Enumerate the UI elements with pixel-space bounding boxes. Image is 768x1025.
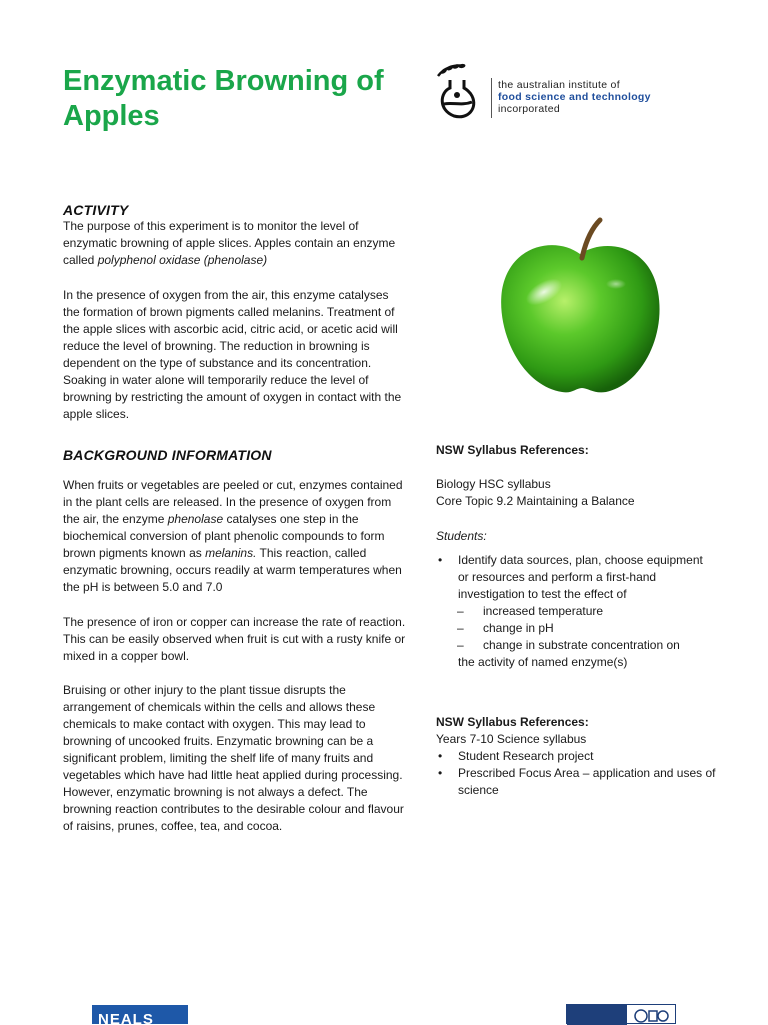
syllabus-2-line-1: Years 7-10 Science syllabus bbox=[436, 732, 587, 746]
list-item: • Prescribed Focus Area – application and uses of science bbox=[436, 765, 716, 799]
syllabus-1-heading: NSW Syllabus References: bbox=[436, 443, 589, 457]
page-title: Enzymatic Browning of Apples bbox=[63, 65, 384, 132]
activity-heading: ACTIVITY bbox=[63, 202, 129, 218]
logo-text bbox=[498, 79, 651, 115]
logo-divider bbox=[491, 78, 492, 118]
flask-leaf-icon bbox=[432, 62, 488, 124]
aifst-logo bbox=[432, 62, 732, 126]
list-item: – change in substrate concentration on bbox=[436, 637, 716, 654]
nsw-department-logo bbox=[566, 1004, 676, 1024]
syllabus-1-list bbox=[436, 552, 716, 671]
syllabus-1-line-1: Biology HSC syllabus bbox=[436, 477, 551, 491]
bg-p1-b: catalyses one step in the biochemical conversion of plant phenolic compounds to form brown pigments known as bbox=[63, 512, 385, 560]
activity-p1-text: The purpose of this experiment is to monitor the level of enzymatic browning of apple slices. Apples contain an enzyme called bbox=[63, 219, 396, 267]
background-paragraph-3: Bruising or other injury to the plant tissue disrupts the arrangement of chemicals within the cells and allows these chemicals to make contact with oxygen. This may lead to browning of uncooked fruits. Enzymatic browning can be a significant problem, limiting the shelf life of many fruits and vegetables which have had little heat applied during processing. However, enzymatic browning is not always a defect. The browning reaction contributes to the desirable colour and flavour of raisins, prunes, coffee, tea, and cocoa. bbox=[63, 683, 404, 833]
list-item: – increased temperature bbox=[436, 603, 716, 620]
syllabus-2-list bbox=[436, 748, 716, 799]
neals-logo-text: NEALS bbox=[98, 1011, 154, 1024]
bg-p1-melanins: melanins. bbox=[205, 546, 257, 560]
students-label: Students: bbox=[436, 529, 487, 543]
logo-line-2: food science and technology bbox=[498, 91, 651, 103]
syllabus-2-heading: NSW Syllabus References: bbox=[436, 715, 589, 729]
neals-logo bbox=[92, 1005, 188, 1024]
background-heading: BACKGROUND INFORMATION bbox=[63, 447, 272, 463]
list-item-tail: the activity of named enzyme(s) bbox=[458, 655, 628, 669]
activity-paragraph-2: In the presence of oxygen from the air, this enzyme catalyses the formation of brown pigments called melanins. Treatment of the apple slices with ascorbic acid, citric acid, or acetic acid will reduce the level of browning. The reduction in browning is dependent on the type of substance and its concentration. Soaking in water alone will temporarily reduce the level of browning by restricting the amount of oxygen in contact with the apple slices. bbox=[63, 288, 402, 421]
list-item: – change in pH bbox=[436, 620, 716, 637]
green-apple-image bbox=[496, 214, 664, 396]
logo-line-1: the australian institute of bbox=[498, 79, 620, 91]
bg-p1-a: When fruits or vegetables are peeled or cut, enzymes contained in the plant cells are released. In the presence of oxygen from the air, the enzyme bbox=[63, 478, 403, 526]
list-item: • Student Research project bbox=[436, 748, 716, 765]
syllabus-1-line-2: Core Topic 9.2 Maintaining a Balance bbox=[436, 494, 635, 508]
logo-line-3: incorporated bbox=[498, 103, 560, 115]
activity-p1-enzyme: polyphenol oxidase (phenolase) bbox=[97, 253, 268, 267]
list-item: • Identify data sources, plan, choose equipment or resources and perform a first-hand investigation to test the effect of bbox=[436, 552, 716, 603]
background-paragraph-1 bbox=[63, 477, 408, 596]
bg-p1-phenolase: phenolase bbox=[167, 512, 224, 526]
nsw-crest-icon bbox=[631, 1006, 671, 1024]
activity-paragraph-1 bbox=[63, 218, 408, 269]
bg-p1-c: This reaction, called enzymatic browning, occurs readily at warm temperatures when the pH is between 5.0 and 7.0 bbox=[63, 546, 402, 594]
background-paragraph-2: The presence of iron or copper can increase the rate of reaction. This can be easily observed when fruit is cut with a rusty knife or mixed in a copper bowl. bbox=[63, 615, 406, 663]
nsw-logo-block bbox=[567, 1005, 627, 1025]
